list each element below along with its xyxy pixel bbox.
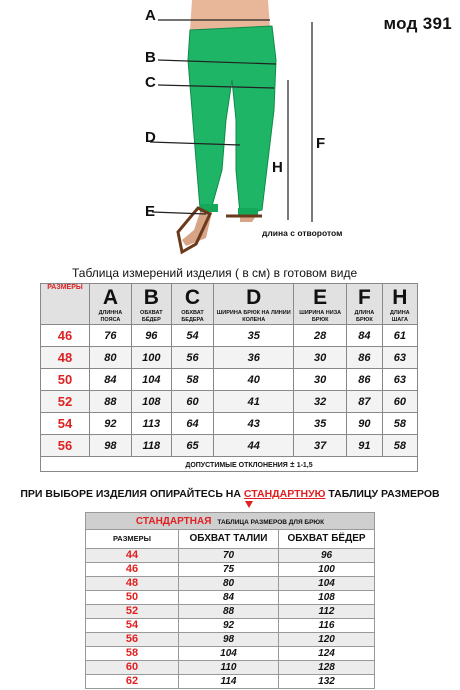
tolerance-cell bbox=[41, 457, 418, 472]
table-row bbox=[41, 325, 418, 347]
torso-shape bbox=[190, 0, 270, 30]
size-cell: 58 bbox=[86, 647, 179, 661]
label-c: C bbox=[145, 74, 156, 91]
column-description: ШИРИНА БРЮК НА ЛИНИИ КОЛЕНА bbox=[216, 310, 291, 323]
column-letter: C bbox=[184, 286, 201, 309]
value-cell: 118 bbox=[131, 435, 171, 457]
size-cell: 48 bbox=[86, 577, 179, 591]
waist-cell: 114 bbox=[179, 675, 279, 689]
value-cell: 40 bbox=[214, 369, 294, 391]
table-row bbox=[86, 577, 375, 591]
table-row bbox=[41, 391, 418, 413]
column-letter: B bbox=[143, 286, 159, 309]
hips-cell: 124 bbox=[279, 647, 375, 661]
plus-minus-icon: ± bbox=[287, 459, 297, 469]
column-description: ДЛИНА ШАГА bbox=[389, 310, 410, 323]
value-cell: 28 bbox=[294, 325, 347, 347]
size-cell: 44 bbox=[86, 549, 179, 563]
column-header-e bbox=[294, 284, 347, 325]
advice-before: ПРИ ВЫБОРЕ ИЗДЕЛИЯ ОПИРАЙТЕСЬ НА bbox=[20, 488, 244, 500]
value-cell: 84 bbox=[347, 325, 383, 347]
column-header-b bbox=[131, 284, 171, 325]
hips-cell: 112 bbox=[279, 605, 375, 619]
standard-table-title-row bbox=[86, 513, 375, 530]
value-cell: 58 bbox=[382, 413, 417, 435]
value-cell: 87 bbox=[347, 391, 383, 413]
column-header-c bbox=[171, 284, 213, 325]
label-h: H bbox=[272, 159, 283, 176]
value-cell: 60 bbox=[382, 391, 417, 413]
size-cell: 48 bbox=[41, 347, 90, 369]
waist-cell: 88 bbox=[179, 605, 279, 619]
arrow-down-icon bbox=[244, 500, 254, 510]
label-f: F bbox=[316, 135, 326, 152]
value-cell: 41 bbox=[214, 391, 294, 413]
table-row bbox=[86, 591, 375, 605]
standard-size-table bbox=[85, 512, 375, 689]
column-letter: F bbox=[357, 286, 371, 309]
table-row bbox=[86, 563, 375, 577]
size-cell: 50 bbox=[86, 591, 179, 605]
column-letter: E bbox=[313, 286, 328, 309]
col-waist: ОБХВАТ ТАЛИИ bbox=[179, 530, 279, 549]
value-cell: 98 bbox=[90, 435, 132, 457]
hips-cell: 108 bbox=[279, 591, 375, 605]
table-row bbox=[41, 369, 418, 391]
value-cell: 63 bbox=[382, 369, 417, 391]
value-cell: 56 bbox=[171, 347, 213, 369]
table-row bbox=[86, 619, 375, 633]
column-header-d bbox=[214, 284, 294, 325]
advice-text bbox=[0, 488, 460, 500]
value-cell: 35 bbox=[214, 325, 294, 347]
value-cell: 58 bbox=[171, 369, 213, 391]
value-cell: 88 bbox=[90, 391, 132, 413]
value-cell: 54 bbox=[171, 325, 213, 347]
tolerance-row bbox=[41, 457, 418, 472]
value-cell: 35 bbox=[294, 413, 347, 435]
column-header-a bbox=[90, 284, 132, 325]
table-row bbox=[41, 435, 418, 457]
value-cell: 61 bbox=[382, 325, 417, 347]
size-cell: 62 bbox=[86, 675, 179, 689]
tolerance-value: 1-1,5 bbox=[296, 461, 313, 469]
column-description: ДЛИННА ПОЯСА bbox=[98, 310, 123, 323]
table-row bbox=[86, 633, 375, 647]
waist-cell: 70 bbox=[179, 549, 279, 563]
column-letter: H bbox=[392, 286, 408, 309]
advice-highlight: СТАНДАРТНУЮ bbox=[243, 488, 326, 500]
value-cell: 65 bbox=[171, 435, 213, 457]
waist-cell: 98 bbox=[179, 633, 279, 647]
value-cell: 30 bbox=[294, 347, 347, 369]
waist-cell: 104 bbox=[179, 647, 279, 661]
col-hips: ОБХВАТ БЁДЕР bbox=[279, 530, 375, 549]
column-header-h bbox=[382, 284, 417, 325]
label-b: B bbox=[145, 49, 156, 66]
table-row bbox=[86, 661, 375, 675]
value-cell: 108 bbox=[131, 391, 171, 413]
size-cell: 50 bbox=[41, 369, 90, 391]
value-cell: 37 bbox=[294, 435, 347, 457]
model-code: мод 391 bbox=[383, 14, 452, 33]
table-row bbox=[86, 675, 375, 689]
value-cell: 30 bbox=[294, 369, 347, 391]
hips-cell: 120 bbox=[279, 633, 375, 647]
measurement-table bbox=[40, 283, 418, 472]
measurement-header-row bbox=[41, 284, 418, 325]
table-caption: Таблица измерений изделия ( в см) в готовом виде bbox=[72, 266, 358, 280]
column-description: ДЛИНА БРЮК bbox=[354, 310, 375, 323]
label-e: E bbox=[145, 203, 156, 220]
column-letter: A bbox=[102, 286, 118, 309]
col-sizes: РАЗМЕРЫ bbox=[86, 530, 179, 549]
column-description: ОБХВАТ БЕДЕРА bbox=[181, 310, 204, 323]
value-cell: 43 bbox=[214, 413, 294, 435]
value-cell: 64 bbox=[171, 413, 213, 435]
value-cell: 60 bbox=[171, 391, 213, 413]
size-cell: 46 bbox=[41, 325, 90, 347]
label-a: A bbox=[145, 7, 156, 24]
value-cell: 104 bbox=[131, 369, 171, 391]
value-cell: 92 bbox=[90, 413, 132, 435]
column-description: ОБХВАТ БЁДЕР bbox=[140, 310, 163, 323]
value-cell: 113 bbox=[131, 413, 171, 435]
value-cell: 96 bbox=[131, 325, 171, 347]
waist-cell: 75 bbox=[179, 563, 279, 577]
value-cell: 44 bbox=[214, 435, 294, 457]
value-cell: 90 bbox=[347, 413, 383, 435]
sizes-header: РАЗМЕРЫ bbox=[41, 284, 90, 325]
pants-shape bbox=[188, 26, 276, 214]
value-cell: 32 bbox=[294, 391, 347, 413]
size-cell: 46 bbox=[86, 563, 179, 577]
waist-cell: 80 bbox=[179, 577, 279, 591]
value-cell: 86 bbox=[347, 347, 383, 369]
hips-cell: 96 bbox=[279, 549, 375, 563]
size-cell: 52 bbox=[41, 391, 90, 413]
table-row bbox=[86, 605, 375, 619]
value-cell: 91 bbox=[347, 435, 383, 457]
standard-title-red: СТАНДАРТНАЯ bbox=[135, 516, 212, 527]
value-cell: 58 bbox=[382, 435, 417, 457]
table-row bbox=[41, 347, 418, 369]
hips-cell: 116 bbox=[279, 619, 375, 633]
value-cell: 84 bbox=[90, 369, 132, 391]
size-cell: 60 bbox=[86, 661, 179, 675]
value-cell: 63 bbox=[382, 347, 417, 369]
column-letter: D bbox=[246, 286, 262, 309]
size-cell: 54 bbox=[86, 619, 179, 633]
hips-cell: 104 bbox=[279, 577, 375, 591]
table-row bbox=[86, 549, 375, 563]
waist-cell: 110 bbox=[179, 661, 279, 675]
table-row bbox=[86, 647, 375, 661]
table-row bbox=[41, 413, 418, 435]
value-cell: 36 bbox=[214, 347, 294, 369]
waist-cell: 84 bbox=[179, 591, 279, 605]
size-cell: 54 bbox=[41, 413, 90, 435]
hips-cell: 128 bbox=[279, 661, 375, 675]
value-cell: 76 bbox=[90, 325, 132, 347]
value-cell: 80 bbox=[90, 347, 132, 369]
column-description: ШИРИНА НИЗА БРЮК bbox=[299, 310, 342, 323]
standard-title-rest: ТАБЛИЦА РАЗМЕРОВ ДЛЯ БРЮК bbox=[217, 519, 325, 526]
standard-table-column-header bbox=[86, 530, 375, 549]
trousers-measurement-figure bbox=[0, 0, 460, 262]
size-cell: 56 bbox=[86, 633, 179, 647]
tolerance-label: ДОПУСТИМЫЕ ОТКЛОНЕНИЯ bbox=[185, 461, 288, 469]
size-cell: 52 bbox=[86, 605, 179, 619]
hips-cell: 132 bbox=[279, 675, 375, 689]
size-cell: 56 bbox=[41, 435, 90, 457]
value-cell: 100 bbox=[131, 347, 171, 369]
value-cell: 86 bbox=[347, 369, 383, 391]
advice-after: ТАБЛИЦУ РАЗМЕРОВ bbox=[325, 488, 440, 500]
waist-cell: 92 bbox=[179, 619, 279, 633]
column-header-f bbox=[347, 284, 383, 325]
label-d: D bbox=[145, 129, 156, 146]
hips-cell: 100 bbox=[279, 563, 375, 577]
length-note: длина с отворотом bbox=[262, 228, 343, 238]
standard-table-title bbox=[86, 513, 375, 530]
